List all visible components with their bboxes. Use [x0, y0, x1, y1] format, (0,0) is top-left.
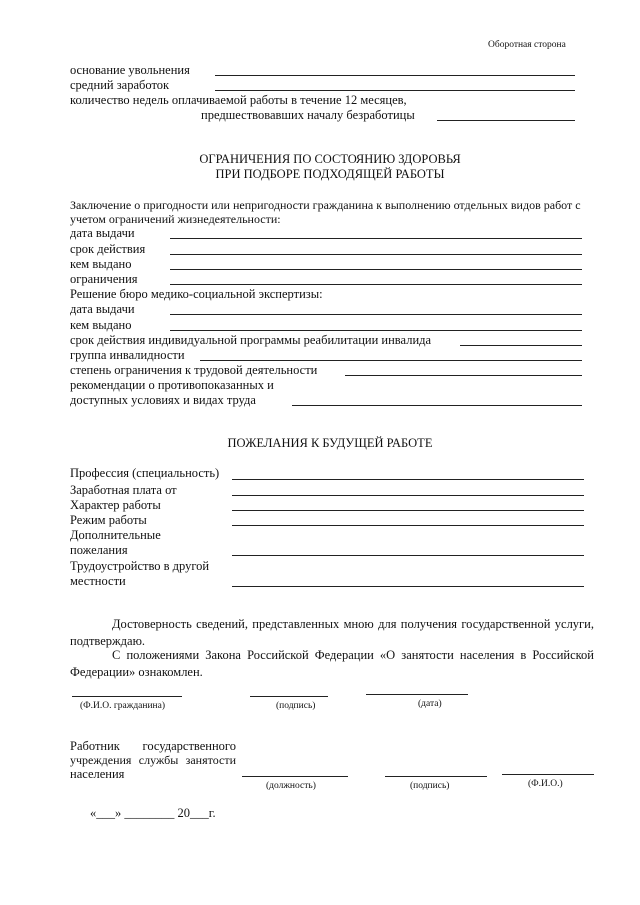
mse-decision-label: Решение бюро медико-социальной экспертизы: — [70, 287, 323, 301]
health-title-2: ПРИ ПОДБОРЕ ПОДХОДЯЩЕЙ РАБОТЫ — [215, 167, 445, 181]
worker-label-3: населения — [70, 767, 125, 781]
citizen-signature-line[interactable] — [250, 696, 328, 697]
confirm-text-1: Достоверность сведений, представленных мною для получения государственной услуги, подтверждаю. — [70, 617, 594, 648]
confirm-text-2: С положениями Закона Российской Федерации «О занятости населения в Российской Федерации» ознакомлен. — [70, 648, 594, 679]
disability-group-label: группа инвалидности — [70, 348, 185, 362]
nature-label: Характер работы — [70, 498, 161, 512]
mse-issued-by-label: кем выдано — [70, 318, 132, 332]
schedule-label: Режим работы — [70, 513, 147, 527]
issued-by-label: кем выдано — [70, 257, 132, 271]
profession-line[interactable] — [232, 479, 584, 480]
issue-date-label: дата выдачи — [70, 226, 135, 240]
additional-label-1: Дополнительные — [70, 528, 161, 542]
worker-label-1: Работник государственного — [70, 739, 236, 753]
validity-label: срок действия — [70, 242, 146, 256]
schedule-line[interactable] — [232, 525, 584, 526]
additional-line[interactable] — [232, 555, 584, 556]
salary-line[interactable] — [232, 495, 584, 496]
recommend-line[interactable] — [292, 405, 582, 406]
dismissal-reason-label: основание увольнения — [70, 63, 190, 77]
relocation-line[interactable] — [232, 586, 584, 587]
restrictions-label: ограничения — [70, 272, 138, 286]
mse-issue-date-label: дата выдачи — [70, 302, 135, 316]
profession-label: Профессия (специальность) — [70, 466, 220, 480]
citizen-date-line[interactable] — [366, 694, 468, 695]
citizen-name-caption: (Ф.И.О. гражданина) — [80, 701, 165, 711]
conclusion-label-1: Заключение о пригодности или непригодности гражданина к выполнению отдельных видов работ с — [70, 198, 581, 212]
citizen-name-line[interactable] — [72, 696, 182, 697]
work-restriction-line[interactable] — [345, 375, 582, 376]
worker-name-caption: (Ф.И.О.) — [528, 779, 563, 789]
disability-group-line[interactable] — [200, 360, 582, 361]
conclusion-label-2: учетом ограничений жизнедеятельности: — [70, 212, 281, 226]
position-line[interactable] — [242, 776, 348, 777]
position-caption: (должность) — [266, 781, 316, 791]
mse-issue-date-line[interactable] — [170, 314, 582, 315]
recommend-label-1: рекомендации о противопоказанных и — [70, 378, 274, 392]
recommend-label-2: доступных условиях и видах труда — [70, 393, 256, 407]
worker-label-2: учреждения службы занятости — [70, 753, 236, 767]
worker-signature-line[interactable] — [385, 776, 487, 777]
weeks-label-2: предшествовавших началу безработицы — [201, 108, 415, 122]
salary-label: Заработная плата от — [70, 483, 177, 497]
avg-salary-label: средний заработок — [70, 78, 170, 92]
validity-line[interactable] — [170, 254, 582, 255]
dismissal-reason-line[interactable] — [215, 75, 575, 76]
worker-signature-caption: (подпись) — [410, 781, 450, 791]
ipr-validity-line[interactable] — [460, 345, 582, 346]
citizen-date-caption: (дата) — [418, 699, 442, 709]
nature-line[interactable] — [232, 510, 584, 511]
worker-name-line[interactable] — [502, 774, 594, 775]
citizen-signature-caption: (подпись) — [276, 701, 316, 711]
mse-issued-by-line[interactable] — [170, 330, 582, 331]
restrictions-line[interactable] — [170, 284, 582, 285]
weeks-label-1: количество недель оплачиваемой работы в течение 12 месяцев, — [70, 93, 407, 107]
avg-salary-line[interactable] — [215, 90, 575, 91]
ipr-validity-label: срок действия индивидуальной программы реабилитации инвалида — [70, 333, 432, 347]
date-line[interactable]: «___» ________ 20___г. — [90, 806, 216, 820]
additional-label-2: пожелания — [70, 543, 128, 557]
wishes-title: ПОЖЕЛАНИЯ К БУДУЩЕЙ РАБОТЕ — [227, 436, 433, 450]
issue-date-line[interactable] — [170, 238, 582, 239]
work-restriction-label: степень ограничения к трудовой деятельности — [70, 363, 318, 377]
issued-by-line[interactable] — [170, 269, 582, 270]
side-label: Оборотная сторона — [488, 40, 566, 50]
relocation-label-2: местности — [70, 574, 126, 588]
health-title-1: ОГРАНИЧЕНИЯ ПО СОСТОЯНИЮ ЗДОРОВЬЯ — [199, 152, 461, 166]
weeks-line[interactable] — [437, 120, 575, 121]
relocation-label-1: Трудоустройство в другой — [70, 559, 210, 573]
